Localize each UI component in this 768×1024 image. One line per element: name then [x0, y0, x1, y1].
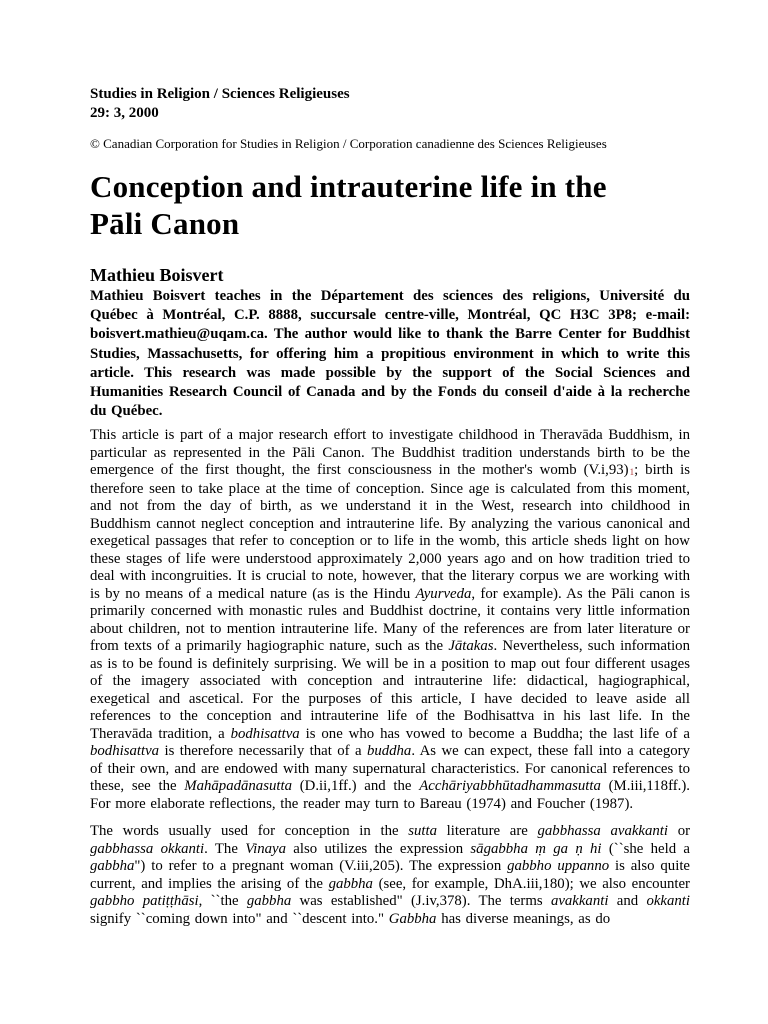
- footnote-ref[interactable]: 1: [629, 467, 635, 478]
- paragraph-intro: [90, 427, 690, 813]
- italic-term: buddha: [366, 743, 412, 760]
- italic-term: bodhisattva: [90, 743, 160, 760]
- italic-term: Jātakas: [448, 638, 494, 655]
- paragraph-terminology: [90, 823, 690, 928]
- text-run: , ``the: [198, 893, 247, 910]
- italic-term: Gabbha: [388, 910, 437, 927]
- text-run: , for example). As the Pāli canon is primarily concerned with monastic rules and Buddhist doctrine, it contains very little information about children, not to mention intrauterine life. Many of the references are from later literature or from texts of a primarily hagiographic nature, such as the: [90, 585, 690, 655]
- journal-name: Studies in Religion / Sciences Religieuses: [90, 86, 350, 102]
- copyright-line: © Canadian Corporation for Studies in Religion / Corporation canadienne des Sciences Religieuses: [90, 136, 607, 151]
- author-bio: Mathieu Boisvert teaches in the Département des sciences des religions, Université du Québec à Montréal, C.P. 8888, succursale centre-ville, Montréal, QC H3C 3P8; e-mail: boisvert.mathieu@uqam.ca. The author would like to thank the Barre Center for Buddhist Studies, Massachusetts, for offering him a propitious environment in which to write this article. This research was made possible by the support of the Social Sciences and Humanities Research Council of Canada and by the Fonds du conseil d'aide à la recherche du Québec.: [90, 288, 690, 420]
- journal-header: [90, 85, 690, 123]
- italic-term: okkanti: [646, 893, 690, 910]
- text-run: The words usually used for conception in the: [90, 823, 409, 840]
- text-run: is one who has vowed to become a Buddha; the last life of a: [299, 725, 690, 742]
- text-run: (``she held a: [601, 840, 690, 857]
- text-run: ; birth is therefore seen to take place at the time of conception. Since age is calculated from this moment, and not from the day of birth, as we understand it in the West, research into childhood in Buddhism cannot neglect conception and intrauterine life. By analyzing the various canonical and exegetical passages that refer to conception or to life in the womb, this article sheds light on how these stages of life were understood approximately 2,000 years ago and on how tradition tried to deal with incongruities. It is crucial to note, however, that the literary corpus we are working with is by no means of a medical nature (as is the Hindu: [90, 462, 690, 602]
- text-run: was established" (J.iv,378). The terms: [291, 893, 551, 910]
- text-run: ") to refer to a pregnant woman (V.iii,205). The expression: [134, 858, 508, 875]
- italic-term: gabbho patiṭṭhāsi: [90, 893, 199, 910]
- article-title: [90, 168, 690, 242]
- article-title-line1: Conception and intrauterine life in the: [90, 169, 607, 204]
- italic-term: Ayurveda: [415, 585, 472, 602]
- text-run: has diverse meanings, as do: [436, 910, 611, 927]
- italic-term: sāgabbha ṃ ga ṇ hi: [470, 840, 602, 857]
- text-run: signify ``coming down into" and ``descent into.": [90, 910, 389, 927]
- text-run: . Nevertheless, such information as is to be found is definitely surprising. We will be in a position to map out four different usages of the imagery associated with conception and intrauterine life: didactical, hagiographical, exegetical and ascetical. For the purposes of this article, I have decided to leave aside all references to the conception and intrauterine life of the Bodhisattva in his last life. In the Theravāda tradition, a: [90, 638, 690, 742]
- text-run: (see, for example, DhA.iii,180); we also encounter: [372, 875, 690, 892]
- italic-term: Acchāriyabbhūtadhammasutta: [419, 778, 601, 795]
- italic-term: avakkanti: [550, 893, 609, 910]
- text-run: . The: [204, 840, 246, 857]
- italic-term: gabbha: [90, 858, 135, 875]
- author-name: Mathieu Boisvert: [90, 265, 224, 285]
- journal-issue: 29: 3, 2000: [90, 105, 159, 121]
- italic-term: gabbhassa avakkanti: [537, 823, 669, 840]
- text-run: . As we can expect, these fall into a category of their own, and are endowed with many supernatural characteristics. For canonical references to these, see the: [90, 743, 690, 795]
- italic-term: gabbho uppanno: [507, 858, 610, 875]
- text-run: (D.ii,1ff.) and the: [291, 778, 420, 795]
- text-run: is therefore necessarily that of a: [159, 743, 367, 760]
- italic-term: Vinaya: [245, 840, 287, 857]
- text-run: This article is part of a major research effort to investigate childhood in Theravāda Buddhism, in particular as represented in the Pāli Canon. The Buddhist tradition understands birth to be the emergence of the first thought, the first consciousness in the mother's womb (V.i,93): [90, 427, 690, 479]
- text-run: literature are: [437, 823, 538, 840]
- italic-term: Mahāpadānasutta: [184, 778, 292, 795]
- italic-term: gabbha: [328, 875, 373, 892]
- italic-term: sutta: [408, 823, 437, 840]
- text-run: or: [668, 823, 691, 840]
- text-run: is also quite current, and implies the arising of the: [90, 858, 690, 892]
- text-run: also utilizes the expression: [286, 840, 471, 857]
- text-run: (M.iii,118ff.). For more elaborate reflections, the reader may turn to Bareau (1974) and Foucher (1987).: [90, 778, 690, 812]
- italic-term: gabbha: [246, 893, 292, 910]
- text-run: and: [608, 893, 647, 910]
- italic-term: gabbhassa okkanti: [90, 840, 205, 857]
- italic-term: bodhisattva: [230, 725, 300, 742]
- article-title-line2: Pāli Canon: [90, 206, 240, 241]
